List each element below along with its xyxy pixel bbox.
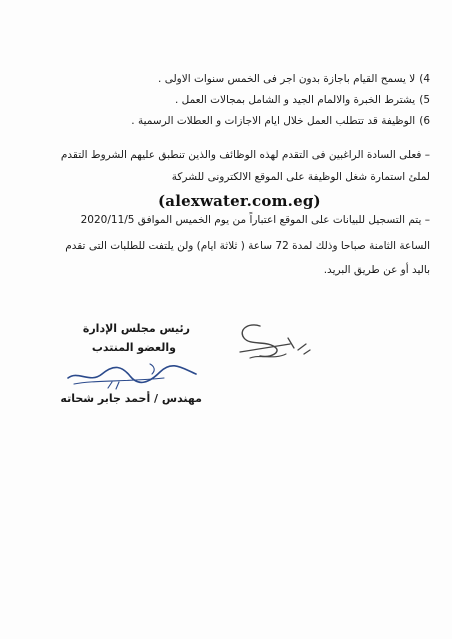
condition-text: لا يسمح القيام باجازة بدون اجر فى الخمس سنوات الاولى . [158,73,416,85]
condition-item-4 [158,72,430,86]
condition-text: الوظيفة قد تتطلب العمل خلال ايام الاجازات و العطلات الرسمية . [131,115,416,127]
condition-item-5 [175,93,430,107]
company-website: (alexwater.com.eg) [158,192,321,210]
blue-ink-signature [64,358,204,394]
condition-number: 6) [419,115,430,127]
condition-number: 4) [419,73,430,85]
condition-text: يشترط الخبرة والالمام الجيد و الشامل بمجالات العمل . [174,94,416,106]
handwritten-signature [230,318,316,364]
signatory-title-line-1: رئيس مجلس الإدارة [82,322,190,335]
signatory-title-line-2: والعضو المنتدب [91,341,176,354]
registration-note-line-3: باليد أو عن طريق البريد. [323,264,430,276]
condition-item-6 [131,114,430,128]
apply-note-line-2: لملئ استمارة شغل الوظيفة على الموقع الالكترونى للشركة [171,171,430,183]
registration-note-line-1: – يتم التسجيل للبيانات على الموقع اعتباراً من يوم الخميس الموافق 2020/11/5 [80,214,430,226]
registration-note-line-2: الساعة الثامنة صباحا وذلك لمدة 72 ساعة ( ثلاثة ايام) ولن يلتفت للطلبات التى تقدم [65,240,430,252]
condition-number: 5) [419,94,430,106]
apply-note-line-1: – فعلى السادة الراغبين فى التقدم لهذه الوظائف والذين تنطبق عليهم الشروط التقدم [60,149,430,161]
signatory-name: مهندس / أحمد جابر شحاته [60,392,202,405]
